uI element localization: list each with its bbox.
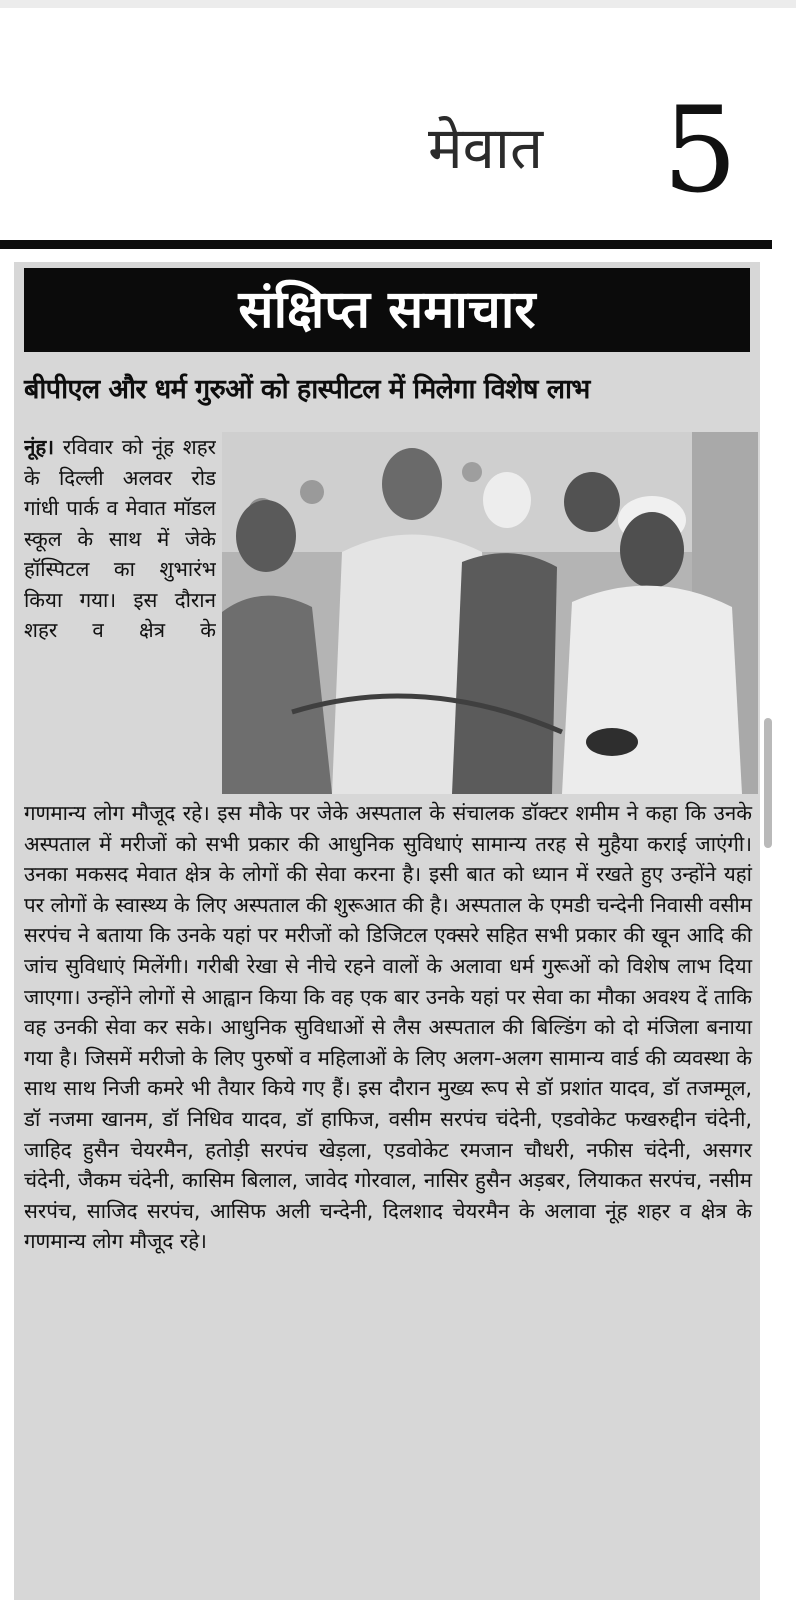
article-text: गणमान्य लोग मौजूद रहे। इस मौके पर जेके अस्पताल के संचालक डॉक्टर शमीम ने कहा कि उनके अस्पताल में मरीजों को सभी प्रकार की आधुनिक सुविधाएं सामान्य तरह से मुहैया कराई जाएंगी। उनका मकसद मेवात क्षेत्र के लोगों की सेवा करना है। इसी बात को ध्यान में रखते हुए उन्होंने यहां पर लोगों के स्वास्थ्य के लिए अस्पताल की शुरूआत की है। अस्पताल के एमडी चन्देनी निवासी वसीम सरपंच ने बताया कि उनके यहां पर मरीजों को डिजिटल एक्सरे सहित सभी प्रकार की खून आदि की जांच सुविधाएं मिलेंगी। गरीबी रेखा से नीचे रहने वालों के अलावा धर्म गुरूओं को विशेष लाभ दिया जाएगा। उन्होंने लोगों से आह्वान किया कि वह एक बार उनके यहां पर सेवा का मौका अवश्य दें ताकि वह उनकी सेवा कर सके। आधुनिक सुविधाओं से लैस अस्पताल की बिल्डिंग को दो मंजिला बनाया गया है। जिसमें मरीजो के लिए पुरुषों व महिलाओं के लिए अलग-अलग सामान्य वार्ड की व्यवस्था के साथ साथ निजी कमरे भी तैयार किये गए हैं। इस दौरान मुख्य रूप से डॉ प्रशांत यादव, डॉ तजम्मूल, डॉ नजमा खानम, डॉ निधिव यादव, डॉ हाफिज, वसीम सरपंच चंदेनी, एडवोकेट फखरुद्दीन चंदेनी, जाहिद हुसैन चेयरमैन, हतोड़ी सरपंच खेड़ला, एडवोकेट रमजान चौधरी, नफीस चंदेनी, असगर चंदेनी, जैकम चंदेनी, कासिम बिलाल, जावेद गोरवाल, नासिर हुसैन अड़बर, लियाकत सरपंच, नसीम सरपंच, साजिद सरपंच, आसिफ अली चन्देनी, दिलशाद चेयरमैन के अलावा नूंह शहर व क्षेत्र के गणमान्य लोग मौजूद रहे। bbox=[24, 801, 752, 1254]
article-intro bbox=[24, 432, 216, 798]
news-brief-banner: संक्षिप्त समाचार bbox=[24, 268, 750, 352]
inauguration-photo bbox=[222, 432, 758, 794]
scrollbar[interactable] bbox=[764, 718, 772, 848]
page-number: 5 bbox=[662, 81, 738, 219]
article-headline: बीपीएल और धर्म गुरुओं को हास्पीटल में मिलेगा विशेष लाभ bbox=[24, 374, 590, 405]
section-name: मेवात bbox=[428, 114, 544, 182]
photo-illustration bbox=[222, 432, 758, 794]
intro-text: रविवार को नूंह शहर के दिल्ली अलवर रोड गांधी पार्क व मेवात मॉडल स्कूल के साथ में जेके हॉस्पिटल का शुभारंभ किया गया। इस दौरान शहर व क्षेत्र के bbox=[24, 435, 216, 642]
header-rule bbox=[0, 240, 772, 249]
dateline: नूंह। bbox=[24, 435, 55, 459]
masthead bbox=[0, 8, 796, 236]
news-clipping bbox=[14, 262, 760, 1600]
top-strip bbox=[0, 0, 796, 8]
